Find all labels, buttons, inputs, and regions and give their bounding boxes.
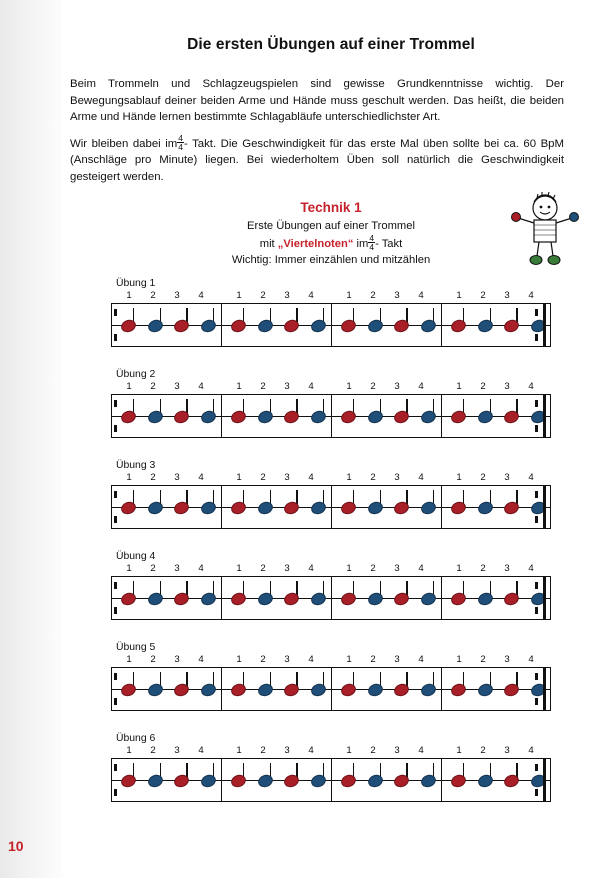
barline: [331, 485, 332, 529]
exercise-label: Übung 3: [116, 459, 156, 471]
barline: [331, 758, 332, 802]
count-number: 1: [456, 653, 462, 665]
staff-tick-mark: [114, 309, 117, 316]
technik-time-numerator: 4: [369, 232, 375, 243]
count-number: 2: [150, 471, 156, 483]
measure-counts: [343, 381, 427, 393]
count-row: [111, 290, 551, 303]
count-number: 1: [456, 289, 462, 301]
barline: [221, 576, 222, 620]
count-number: 2: [260, 653, 266, 665]
barline: [221, 303, 222, 347]
count-number: 4: [198, 289, 204, 301]
count-number: 3: [284, 744, 290, 756]
count-number: 2: [150, 380, 156, 392]
exercise: [62, 278, 600, 347]
count-number: 2: [260, 562, 266, 574]
count-number: 3: [394, 289, 400, 301]
count-number: 2: [260, 380, 266, 392]
count-number: 4: [418, 289, 424, 301]
measure-counts: [343, 472, 427, 484]
count-number: 3: [174, 653, 180, 665]
end-barline: [543, 576, 546, 620]
barline: [441, 758, 442, 802]
intro-text: [62, 54, 600, 186]
measure-counts: [233, 381, 317, 393]
staff-tick-mark: [535, 764, 538, 771]
staff: [111, 291, 551, 347]
barline: [221, 394, 222, 438]
measure-counts: [123, 290, 207, 302]
count-number: 3: [504, 744, 510, 756]
count-number: 2: [150, 289, 156, 301]
measure-counts: [453, 472, 537, 484]
count-number: 2: [260, 744, 266, 756]
staff-tick-mark: [114, 607, 117, 614]
count-number: 2: [480, 653, 486, 665]
count-number: 3: [174, 471, 180, 483]
count-number: 1: [346, 744, 352, 756]
count-number: 1: [126, 289, 132, 301]
count-number: 3: [394, 653, 400, 665]
staff: [111, 564, 551, 620]
drummer-mascot-icon: [504, 192, 586, 270]
measure-counts: [123, 745, 207, 757]
staff-tick-mark: [535, 491, 538, 498]
staff-tick-mark: [535, 607, 538, 614]
count-number: 4: [418, 380, 424, 392]
count-number: 3: [284, 562, 290, 574]
measure-counts: [123, 472, 207, 484]
measure-counts: [343, 654, 427, 666]
measure-counts: [453, 563, 537, 575]
staff-tick-mark: [535, 516, 538, 523]
count-number: 4: [198, 653, 204, 665]
measure-counts: [123, 563, 207, 575]
count-number: 3: [284, 471, 290, 483]
count-number: 2: [150, 744, 156, 756]
count-number: 4: [528, 744, 534, 756]
technik-line-2-part-c: - Takt: [375, 237, 403, 250]
staff-tick-mark: [114, 491, 117, 498]
exercise-label: Übung 5: [116, 641, 156, 653]
measure-counts: [233, 654, 317, 666]
barline: [331, 394, 332, 438]
time-signature-numerator: 4: [178, 132, 183, 143]
measure-counts: [233, 290, 317, 302]
count-number: 4: [308, 562, 314, 574]
barline: [441, 303, 442, 347]
intro-paragraph-2-part-a: Wir bleiben dabei im: [70, 137, 178, 150]
count-number: 4: [308, 471, 314, 483]
barline: [221, 485, 222, 529]
count-number: 4: [528, 289, 534, 301]
count-number: 1: [346, 653, 352, 665]
measure-counts: [233, 563, 317, 575]
count-number: 2: [480, 744, 486, 756]
count-number: 3: [284, 380, 290, 392]
count-number: 1: [456, 471, 462, 483]
count-number: 1: [236, 562, 242, 574]
barline: [441, 576, 442, 620]
technik-line-2-part-a: mit: [259, 237, 275, 250]
intro-paragraph-2: [70, 134, 564, 186]
exercise: [62, 460, 600, 529]
count-number: 1: [126, 653, 132, 665]
count-number: 1: [236, 380, 242, 392]
barline: [441, 394, 442, 438]
staff-tick-mark: [114, 698, 117, 705]
count-number: 2: [480, 562, 486, 574]
barline: [331, 667, 332, 711]
measure-counts: [453, 745, 537, 757]
staff: [111, 473, 551, 529]
count-number: 1: [456, 380, 462, 392]
staff-tick-mark: [114, 516, 117, 523]
technik-line-3: Wichtig: Immer einzählen und mitzählen: [231, 253, 431, 266]
count-number: 3: [394, 562, 400, 574]
count-number: 3: [284, 289, 290, 301]
barline: [221, 667, 222, 711]
technik-quarter-notes-term: „Viertelnoten“: [277, 237, 354, 250]
measure-counts: [123, 381, 207, 393]
count-number: 4: [528, 471, 534, 483]
count-number: 2: [480, 471, 486, 483]
count-number: 3: [174, 744, 180, 756]
count-number: 4: [308, 744, 314, 756]
count-number: 2: [370, 380, 376, 392]
count-number: 1: [126, 744, 132, 756]
staff-tick-mark: [535, 425, 538, 432]
exercise-label: Übung 6: [116, 732, 156, 744]
barline: [441, 485, 442, 529]
staff: [111, 382, 551, 438]
count-row: [111, 745, 551, 758]
count-row: [111, 472, 551, 485]
count-number: 4: [198, 380, 204, 392]
count-number: 3: [174, 380, 180, 392]
count-number: 4: [198, 744, 204, 756]
count-number: 2: [480, 289, 486, 301]
staff-tick-mark: [535, 789, 538, 796]
count-row: [111, 381, 551, 394]
page-title: Die ersten Übungen auf einer Trommel: [187, 36, 475, 53]
count-number: 2: [370, 471, 376, 483]
technik-block: [62, 200, 600, 268]
staff-tick-mark: [535, 334, 538, 341]
measure-counts: [453, 290, 537, 302]
technik-line-2-part-b: im: [356, 237, 369, 250]
technik-heading: Technik 1: [300, 199, 362, 215]
count-number: 1: [456, 562, 462, 574]
count-number: 1: [126, 562, 132, 574]
staff-tick-mark: [535, 309, 538, 316]
measure-counts: [343, 745, 427, 757]
count-number: 2: [370, 744, 376, 756]
measure-counts: [233, 745, 317, 757]
technik-line-1: Erste Übungen auf einer Trommel: [247, 219, 415, 232]
exercise: [62, 642, 600, 711]
staff-tick-mark: [114, 764, 117, 771]
exercise: [62, 369, 600, 438]
staff: [111, 655, 551, 711]
count-number: 4: [308, 289, 314, 301]
staff-tick-mark: [535, 400, 538, 407]
count-number: 4: [308, 653, 314, 665]
count-number: 2: [150, 562, 156, 574]
end-barline: [543, 394, 546, 438]
page-number: 10: [8, 838, 24, 854]
count-number: 3: [504, 380, 510, 392]
barline: [441, 667, 442, 711]
measure-counts: [123, 654, 207, 666]
intro-paragraph-1: Beim Trommeln und Schlagzeugspielen sind gewisse Grundkenntnisse wichtig. Der Bewegungsablauf deiner beiden Arme und Hände muss geschult werden. Das heißt, die beiden Arme und Hände lernen bestimmte Schlagabläufe unterschiedlichster Art.: [70, 78, 564, 124]
time-signature-inline: [177, 134, 184, 151]
count-row: [111, 654, 551, 667]
staff-tick-mark: [114, 425, 117, 432]
exercise-list: [62, 278, 600, 802]
measure-counts: [343, 563, 427, 575]
count-number: 2: [260, 289, 266, 301]
count-number: 3: [394, 471, 400, 483]
count-number: 4: [528, 380, 534, 392]
technik-time-denominator: 4: [369, 241, 375, 252]
count-number: 3: [394, 744, 400, 756]
exercise: [62, 733, 600, 802]
staff-tick-mark: [114, 334, 117, 341]
count-number: 4: [198, 562, 204, 574]
barline: [221, 758, 222, 802]
staff-tick-mark: [535, 582, 538, 589]
exercise-label: Übung 4: [116, 550, 156, 562]
count-number: 3: [504, 562, 510, 574]
staff-tick-mark: [114, 400, 117, 407]
exercise-label: Übung 1: [116, 277, 156, 289]
count-row: [111, 563, 551, 576]
end-barline: [543, 485, 546, 529]
count-number: 4: [528, 562, 534, 574]
page-content: [62, 0, 600, 878]
count-number: 1: [236, 744, 242, 756]
count-number: 4: [418, 471, 424, 483]
count-number: 3: [504, 471, 510, 483]
end-barline: [543, 667, 546, 711]
count-number: 4: [418, 653, 424, 665]
count-number: 1: [236, 653, 242, 665]
count-number: 2: [480, 380, 486, 392]
staff: [111, 746, 551, 802]
count-number: 1: [346, 562, 352, 574]
count-number: 1: [126, 471, 132, 483]
count-number: 1: [236, 289, 242, 301]
end-barline: [543, 758, 546, 802]
count-number: 3: [174, 562, 180, 574]
count-number: 2: [370, 289, 376, 301]
measure-counts: [453, 654, 537, 666]
staff-tick-mark: [114, 582, 117, 589]
staff-tick-mark: [535, 673, 538, 680]
count-number: 4: [198, 471, 204, 483]
count-number: 4: [418, 562, 424, 574]
end-barline: [543, 303, 546, 347]
count-number: 3: [504, 653, 510, 665]
count-number: 4: [308, 380, 314, 392]
count-number: 2: [150, 653, 156, 665]
intro-paragraph-2-part-b: - Takt. Die Geschwindigkeit für das erste Mal üben sollte bei ca. 60 BpM (Anschläge pro Minute) liegen. Bei wiederholtem Üben soll natürlich die Geschwindigkeit gesteigert werden.: [70, 137, 564, 183]
staff-tick-mark: [114, 789, 117, 796]
measure-counts: [343, 290, 427, 302]
page-gutter: [0, 0, 62, 878]
time-signature-denominator: 4: [178, 141, 183, 152]
count-number: 1: [236, 471, 242, 483]
exercise-label: Übung 2: [116, 368, 156, 380]
count-number: 1: [346, 380, 352, 392]
staff-tick-mark: [535, 698, 538, 705]
count-number: 1: [346, 289, 352, 301]
staff-tick-mark: [114, 673, 117, 680]
count-number: 3: [504, 289, 510, 301]
count-number: 3: [394, 380, 400, 392]
exercise: [62, 551, 600, 620]
count-number: 1: [346, 471, 352, 483]
count-number: 1: [126, 380, 132, 392]
measure-counts: [453, 381, 537, 393]
barline: [331, 576, 332, 620]
count-number: 1: [456, 744, 462, 756]
count-number: 3: [284, 653, 290, 665]
count-number: 2: [370, 562, 376, 574]
count-number: 4: [418, 744, 424, 756]
count-number: 2: [260, 471, 266, 483]
barline: [331, 303, 332, 347]
count-number: 3: [174, 289, 180, 301]
count-number: 2: [370, 653, 376, 665]
measure-counts: [233, 472, 317, 484]
count-number: 4: [528, 653, 534, 665]
